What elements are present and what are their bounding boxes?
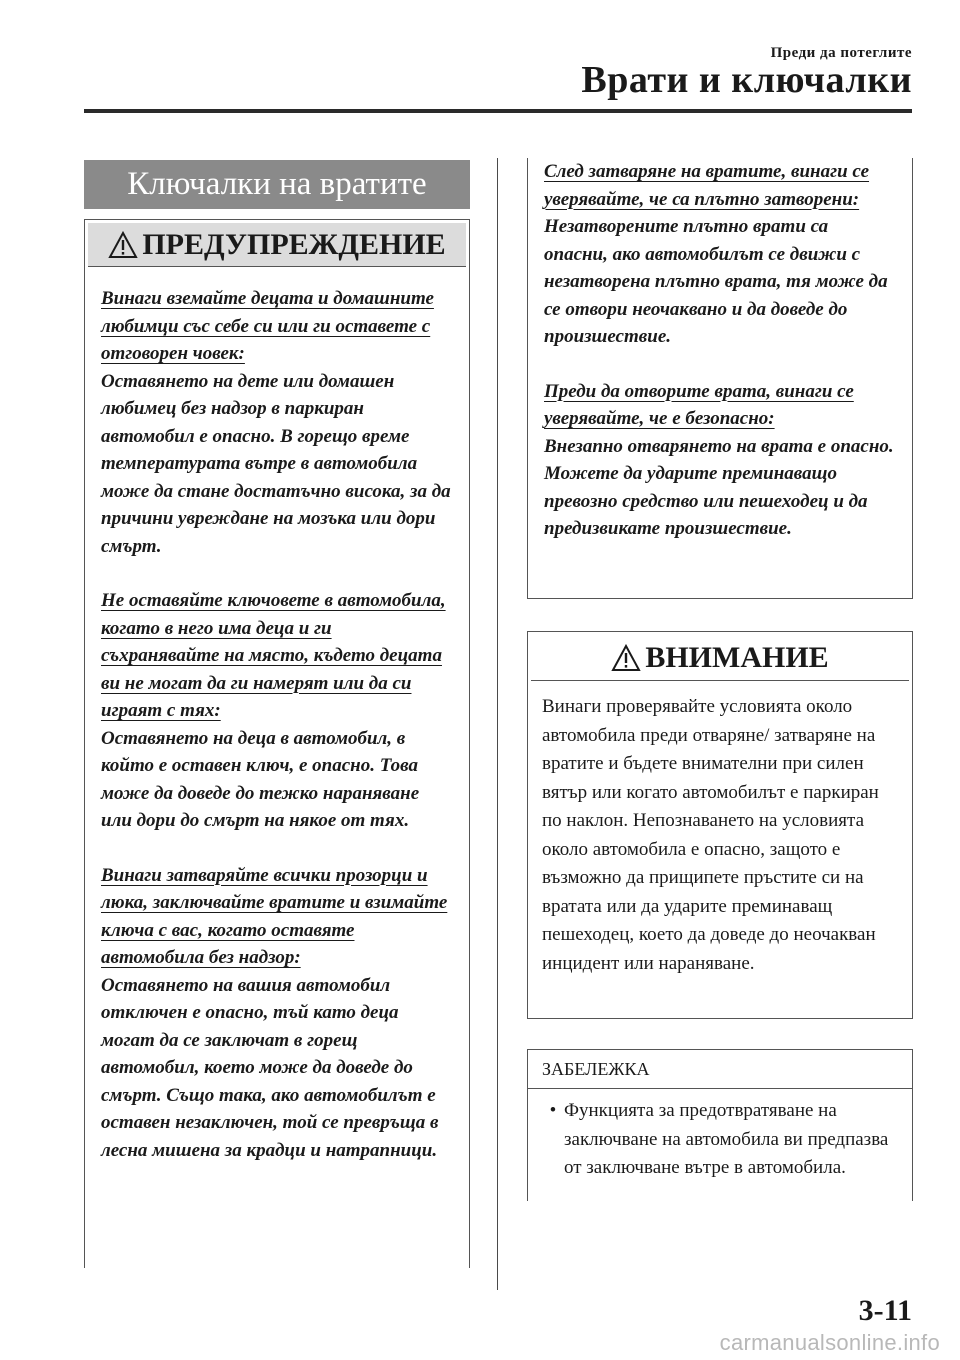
warning-box-right: [527, 158, 913, 599]
warning-body: [85, 267, 469, 1164]
header-rule: [84, 109, 912, 113]
warning-block: [544, 158, 896, 351]
note-text: Функцията за предотвратяване на заключване на автомобила ви предпазва от заключване вътре в автомобила.: [564, 1100, 889, 1178]
note-box: [527, 1049, 913, 1201]
caution-heading: ВНИМАНИЕ: [645, 641, 829, 674]
warning-block: [101, 587, 453, 835]
warning-block-title: Винаги затваряйте всички прозорци и люка, заключвайте вратите и взимайте ключа с вас, когато оставяте автомобила без надзор:: [101, 864, 448, 968]
page-number: 3-11: [858, 1294, 912, 1327]
warning-triangle-icon: [611, 644, 641, 672]
note-item: [528, 1089, 912, 1183]
warning-block-text: Оставянето на вашия автомобил отключен е опасно, тъй като деца могат да се заключат в горещ автомобил, което може да доведе до смърт. Също така, ако автомобилът е оставен незаключен, той се превръща в лесна мишена за крадци и натрапници.: [101, 974, 439, 1161]
warning-block: [101, 862, 453, 1165]
caution-box: [527, 631, 913, 1019]
caution-header: [531, 636, 909, 681]
warning-block-title: Винаги вземайте децата и домашните любимци със себе си или ги оставете с отговорен човек:: [101, 288, 434, 364]
warning-block: [101, 285, 453, 560]
warning-block-text: Незатворените плътно врати са опасни, ако автомобилът се движи с незатворена плътно врата, тя може да се отвори неочаквано и да доведе до произшествие.: [544, 216, 888, 347]
warning-block-title: След затваряне на вратите, винаги се уверявайте, че са плътно затворени:: [544, 161, 870, 210]
warning-heading: ПРЕДУПРЕЖДЕНИЕ: [142, 227, 446, 261]
column-divider: [497, 158, 498, 1290]
warning-block-text: Оставянето на дете или домашен любимец без надзор в паркиран автомобил е опасно. В горещо време температурата вътре в автомобила може да стане достатъчно висока, за да причини увреждане на мозъка или дори смърт.: [101, 370, 451, 557]
warning-triangle-icon: [108, 231, 138, 259]
note-heading: ЗАБЕЛЕЖКА: [528, 1050, 912, 1089]
page-title: Врати и ключалки: [581, 59, 912, 101]
warning-header: [88, 223, 466, 267]
caution-text: Винаги проверявайте условията около автомобила преди отваряне/ затваряне на вратите и бъдете внимателни при силен вятър или когато автомобилът е паркиран по наклон. Непознаването на условията около автомобила е опасно, защото е възможно да прищипете пръстите си на вратата или да ударите преминаващ пешеходец, което да доведе до неочакван инцидент или нараняване.: [542, 696, 879, 974]
warning-block-title: Преди да отворите врата, винаги се уверявайте, че е безопасно:: [544, 380, 854, 429]
section-banner: Ключалки на вратите: [84, 160, 470, 209]
header-section-label: Преди да потеглите: [770, 45, 912, 61]
warning-body-continued: [528, 158, 912, 543]
warning-block-text: Оставянето на деца в автомобил, в който е оставен ключ, е опасно. Това може да доведе до тежко нараняване или дори до смърт на някое от тях.: [101, 727, 420, 831]
warning-block-title: Не оставяйте ключовете в автомобила, когато в него има деца и ги съхранявайте на място, където децата ви не могат да ги намерят или да си играят с тях:: [101, 590, 446, 721]
warning-box-left: [84, 219, 470, 1268]
warning-block-text: Внезапно отварянето на врата е опасно. Можете да ударите преминаващо превозно средство или пешеходец и да предизвикате произшествие.: [544, 435, 894, 539]
warning-block: [544, 378, 896, 543]
watermark: carmanualsonline.info: [719, 1330, 940, 1355]
bullet: •: [549, 1100, 557, 1121]
